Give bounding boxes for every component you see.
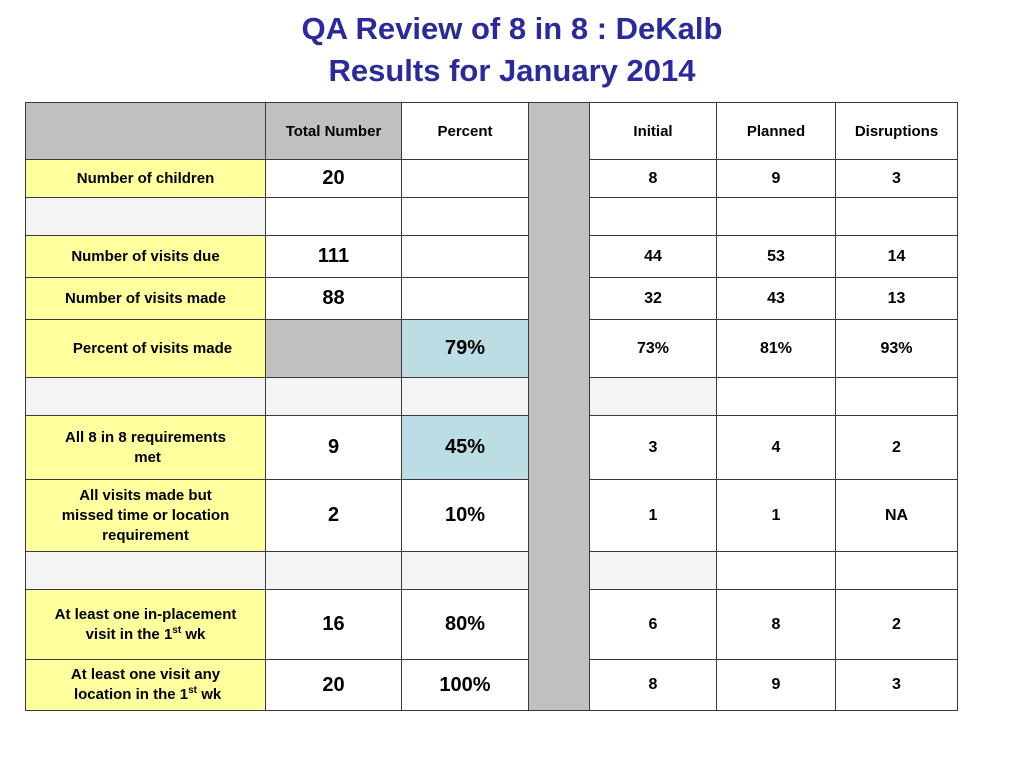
blank-cell	[402, 378, 529, 416]
label-line: visit in the 1	[85, 625, 173, 643]
label-line: missed time or location	[61, 506, 230, 524]
row-label-children: Number of children	[26, 160, 266, 198]
cell-disruptions: NA	[836, 480, 958, 552]
label-superscript: st	[172, 624, 182, 636]
cell-disruptions: 3	[836, 160, 958, 198]
header-initial: Initial	[590, 103, 717, 160]
cell-disruptions: 2	[836, 416, 958, 480]
blank-cell	[266, 378, 402, 416]
cell-percent	[402, 278, 529, 320]
cell-planned: 43	[717, 278, 836, 320]
row-label-visits-due: Number of visits due	[26, 236, 266, 278]
header-corner	[26, 103, 266, 160]
cell-initial: 8	[590, 160, 717, 198]
row-label-percent-made: Percent of visits made	[26, 320, 266, 378]
results-table	[25, 102, 958, 711]
blank-cell	[717, 198, 836, 236]
cell-planned: 4	[717, 416, 836, 480]
table-row	[26, 160, 958, 198]
table-row	[26, 416, 958, 480]
table-row	[26, 278, 958, 320]
label-line: wk	[181, 625, 206, 643]
row-label-all-requirements	[26, 416, 266, 480]
blank-cell	[402, 198, 529, 236]
cell-planned: 81%	[717, 320, 836, 378]
cell-disruptions: 13	[836, 278, 958, 320]
cell-percent: 45%	[402, 416, 529, 480]
blank-cell	[717, 552, 836, 590]
blank-cell	[836, 378, 958, 416]
cell-disruptions: 2	[836, 590, 958, 660]
blank-row	[26, 198, 958, 236]
blank-cell	[26, 198, 266, 236]
cell-planned: 9	[717, 660, 836, 711]
cell-percent: 10%	[402, 480, 529, 552]
cell-initial: 8	[590, 660, 717, 711]
row-label-any-location	[26, 660, 266, 711]
blank-cell	[26, 378, 266, 416]
blank-row	[26, 378, 958, 416]
label-line: All visits made but	[79, 486, 212, 504]
separator-column	[529, 103, 590, 711]
cell-initial: 3	[590, 416, 717, 480]
blank-cell	[590, 198, 717, 236]
blank-cell	[590, 378, 717, 416]
cell-total: 20	[266, 660, 402, 711]
cell-percent: 80%	[402, 590, 529, 660]
title-line-1: QA Review of 8 in 8 : DeKalb	[301, 11, 723, 46]
blank-cell	[266, 198, 402, 236]
cell-initial: 73%	[590, 320, 717, 378]
slide-title	[0, 8, 1024, 92]
cell-total: 16	[266, 590, 402, 660]
row-label-in-placement	[26, 590, 266, 660]
blank-cell	[836, 198, 958, 236]
cell-total: 20	[266, 160, 402, 198]
label-line: At least one visit any	[70, 666, 221, 683]
table-row	[26, 236, 958, 278]
cell-percent	[402, 160, 529, 198]
cell-total: 2	[266, 480, 402, 552]
label-line: requirement	[102, 526, 189, 544]
header-total-number: Total Number	[266, 103, 402, 160]
cell-percent	[402, 236, 529, 278]
blank-cell	[402, 552, 529, 590]
blank-cell	[717, 378, 836, 416]
label-superscript: st	[188, 685, 198, 696]
cell-planned: 9	[717, 160, 836, 198]
row-label-missed-requirement	[26, 480, 266, 552]
title-line-2: Results for January 2014	[328, 53, 696, 88]
cell-initial: 6	[590, 590, 717, 660]
header-planned: Planned	[717, 103, 836, 160]
blank-cell	[590, 552, 717, 590]
blank-cell	[26, 552, 266, 590]
blank-row	[26, 552, 958, 590]
label-line: wk	[197, 686, 222, 703]
table-row	[26, 320, 958, 378]
table-row	[26, 480, 958, 552]
blank-cell	[836, 552, 958, 590]
cell-total: 9	[266, 416, 402, 480]
cell-total: 111	[266, 236, 402, 278]
label-line: All 8 in 8 requirements	[65, 428, 226, 446]
cell-initial: 44	[590, 236, 717, 278]
cell-disruptions: 3	[836, 660, 958, 711]
header-row	[26, 103, 958, 160]
label-line: At least one in-placement	[54, 605, 237, 623]
cell-total	[266, 320, 402, 378]
cell-initial: 32	[590, 278, 717, 320]
cell-planned: 1	[717, 480, 836, 552]
table-row	[26, 590, 958, 660]
header-percent: Percent	[402, 103, 529, 160]
cell-percent: 79%	[402, 320, 529, 378]
blank-cell	[266, 552, 402, 590]
cell-percent: 100%	[402, 660, 529, 711]
table-row	[26, 660, 958, 711]
cell-initial: 1	[590, 480, 717, 552]
cell-planned: 53	[717, 236, 836, 278]
label-line: met	[134, 448, 161, 466]
cell-total: 88	[266, 278, 402, 320]
header-disruptions: Disruptions	[836, 103, 958, 160]
label-line: location in the 1	[73, 686, 189, 703]
cell-disruptions: 14	[836, 236, 958, 278]
cell-disruptions: 93%	[836, 320, 958, 378]
row-label-visits-made: Number of visits made	[26, 278, 266, 320]
cell-planned: 8	[717, 590, 836, 660]
